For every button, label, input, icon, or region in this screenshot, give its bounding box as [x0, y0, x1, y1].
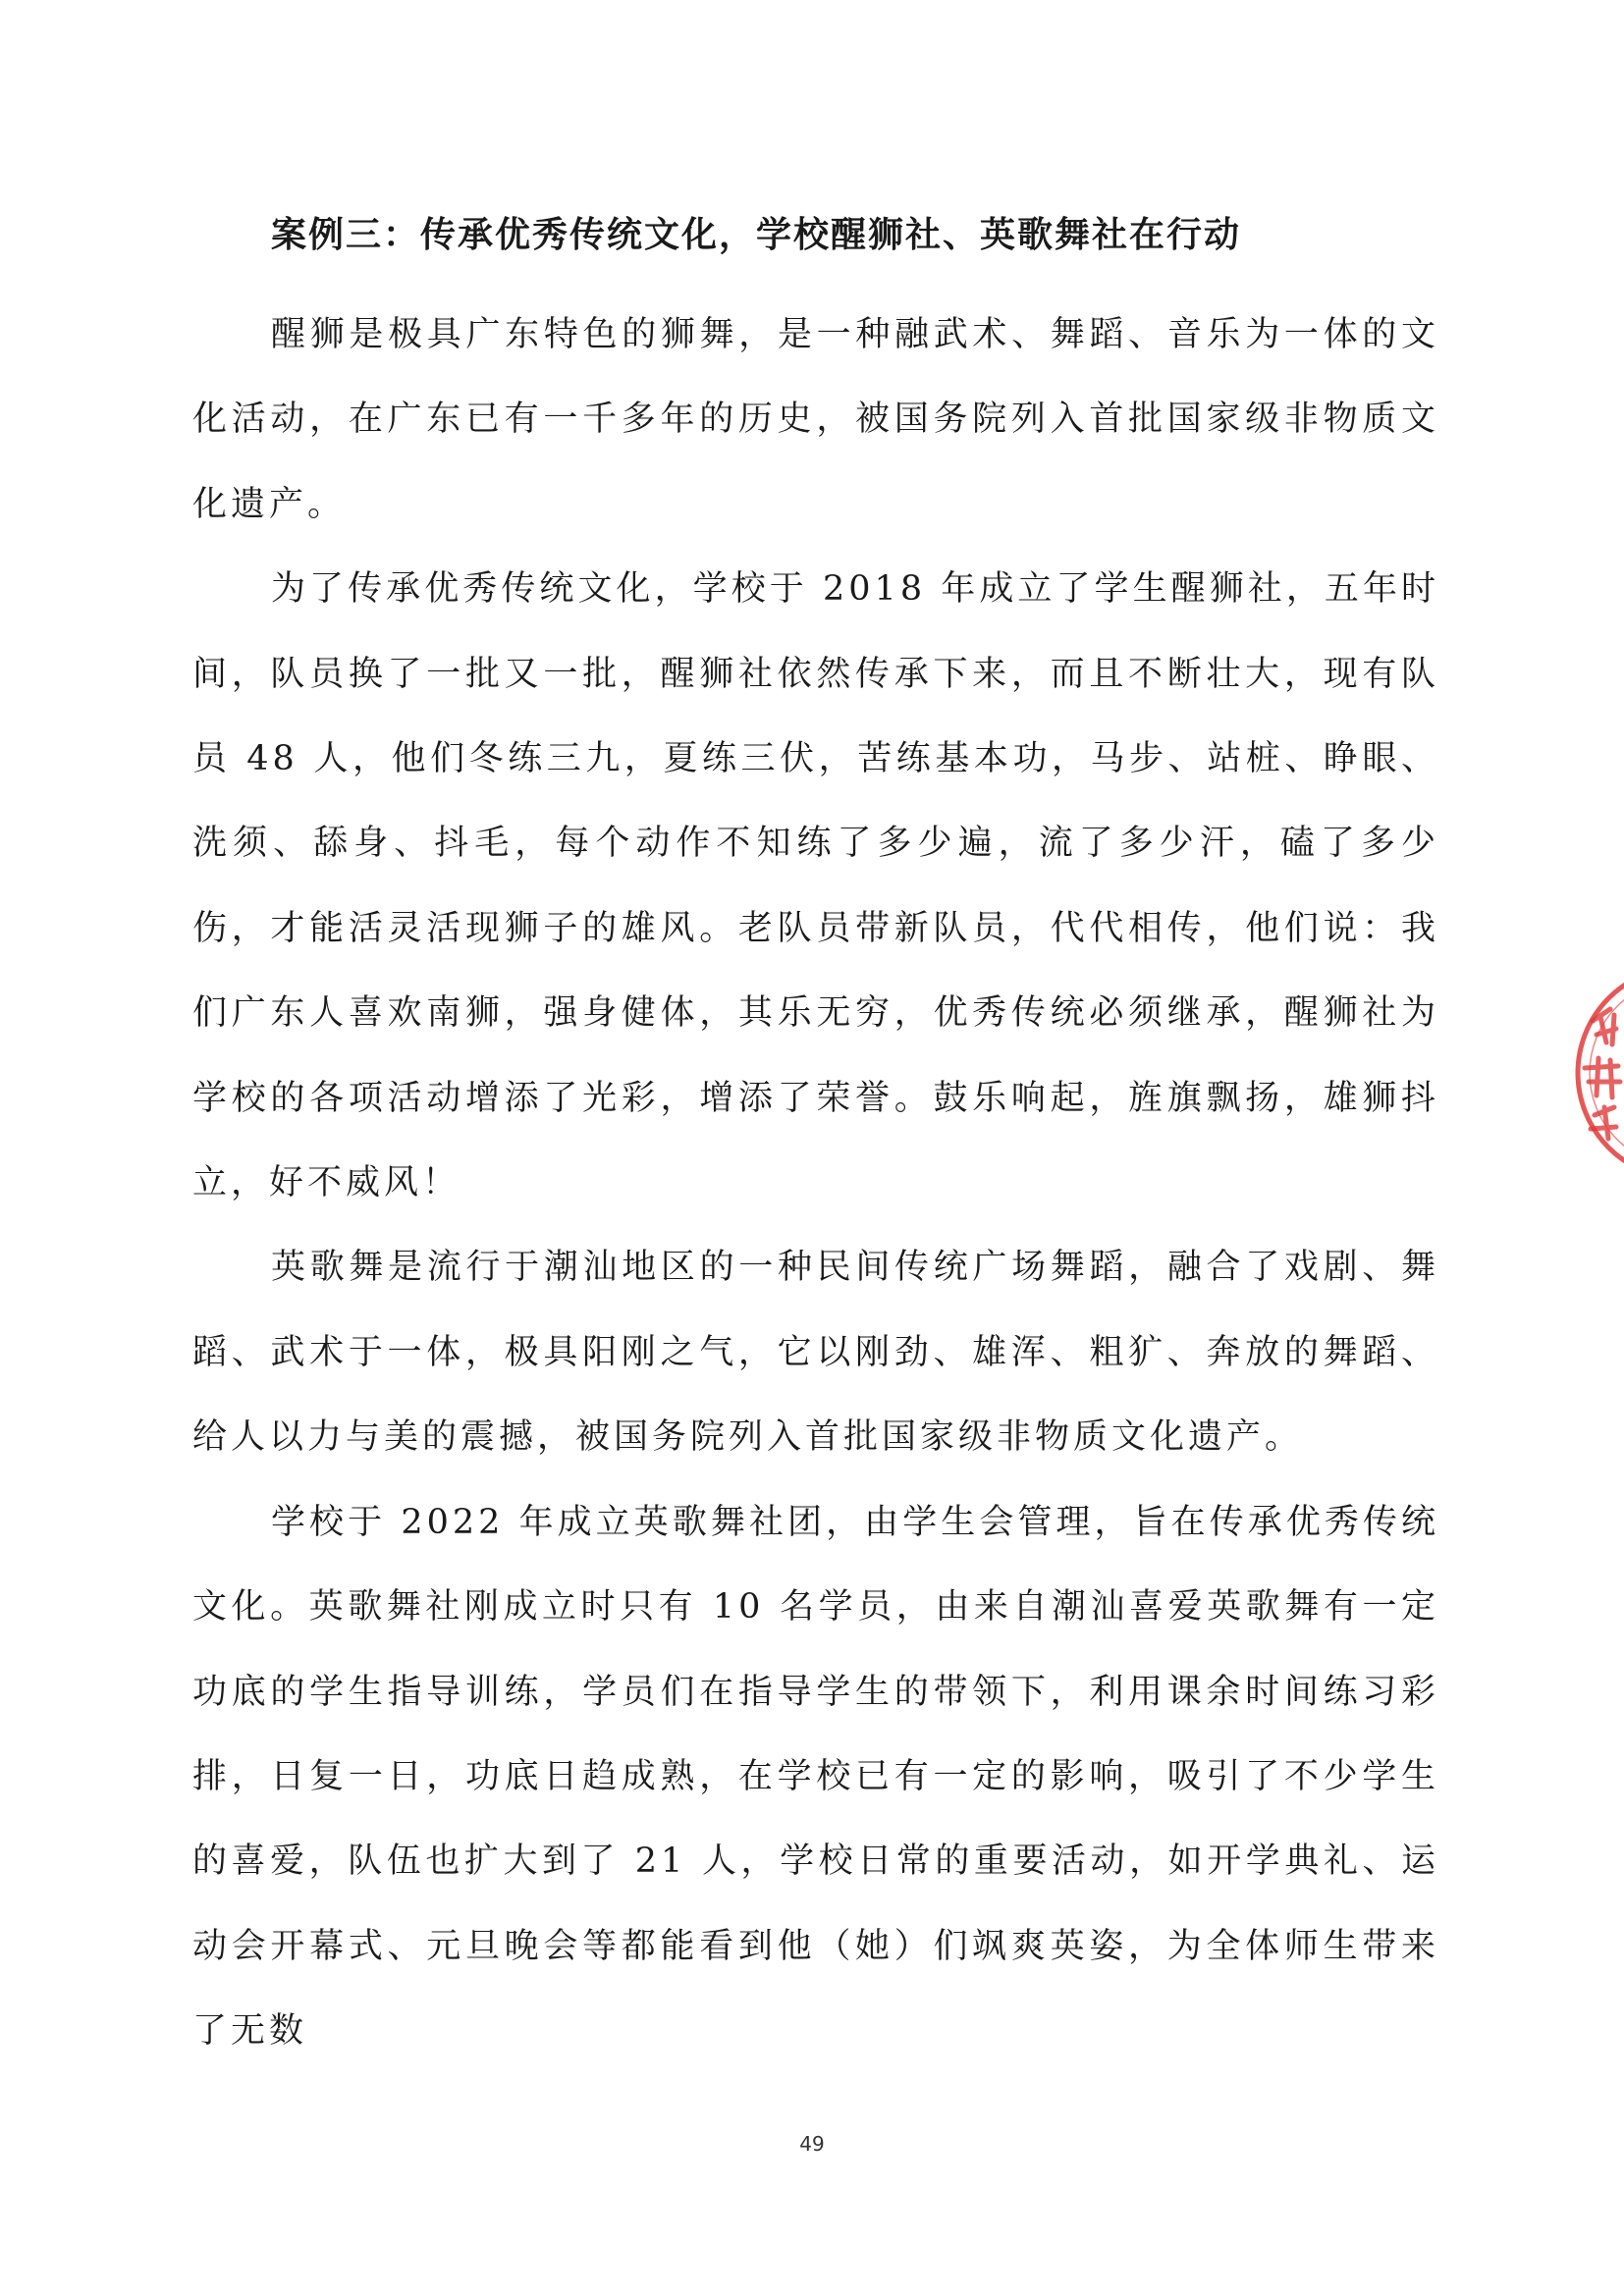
page-number: 49 [799, 2132, 825, 2156]
paragraph-lion-dance-intro: 醒狮是极具广东特色的狮舞，是一种融武术、舞蹈、音乐为一体的文化活动，在广东已有一千多年的历史，被国务院列入首批国家级非物质文化遗产。 [192, 315, 1439, 524]
red-seal-stamp-icon [1571, 960, 1624, 1186]
paragraph-lion-dance-club: 为了传承优秀传统文化，学校于 2018 年成立了学生醒狮社，五年时间，队员换了一批又一批，醒狮社依然传承下来，而且不断壮大，现有队员 48 人，他们冬练三九，夏练三伏，苦练基本功，马步、站桩、睁眼、洗须、舔身、抖毛，每个动作不知练了多少遍，流了多少汗，磕了多少伤，才能活灵活现狮子的雄风。老队员带新队员，代代相传，他们说：我们广东人喜欢南狮，强身健体，其乐无穷，优秀传统必须继承，醒狮社为学校的各项活动增添了光彩，增添了荣誉。鼓乐响起，旌旗飘扬，雄狮抖立，好不威风！ [192, 569, 1439, 1203]
paragraph-yingge-dance-club: 学校于 2022 年成立英歌舞社团，由学生会管理，旨在传承优秀传统文化。英歌舞社刚成立时只有 10 名学员，由来自潮汕喜爱英歌舞有一定功底的学生指导训练，学员们在指导学生的带领下，利用课余时间练习彩排，日复一日，功底日趋成熟，在学校已有一定的影响，吸引了不少学生的喜爱，队伍也扩大到了 21 人，学校日常的重要活动，如开学典礼、运动会开幕式、元旦晚会等都能看到他（她）们飒爽英姿，为全体师生带来了无数 [192, 1502, 1439, 2052]
body-text [192, 293, 1439, 2074]
paragraph-yingge-dance-intro: 英歌舞是流行于潮汕地区的一种民间传统广场舞蹈，融合了戏剧、舞蹈、武术于一体，极具阳刚之气，它以刚劲、雄浑、粗犷、奔放的舞蹈、给人以力与美的震撼，被国务院列入首批国家级非物质文化遗产。 [192, 1248, 1439, 1458]
section-heading: 案例三：传承优秀传统文化，学校醒狮社、英歌舞社在行动 [271, 215, 1242, 255]
